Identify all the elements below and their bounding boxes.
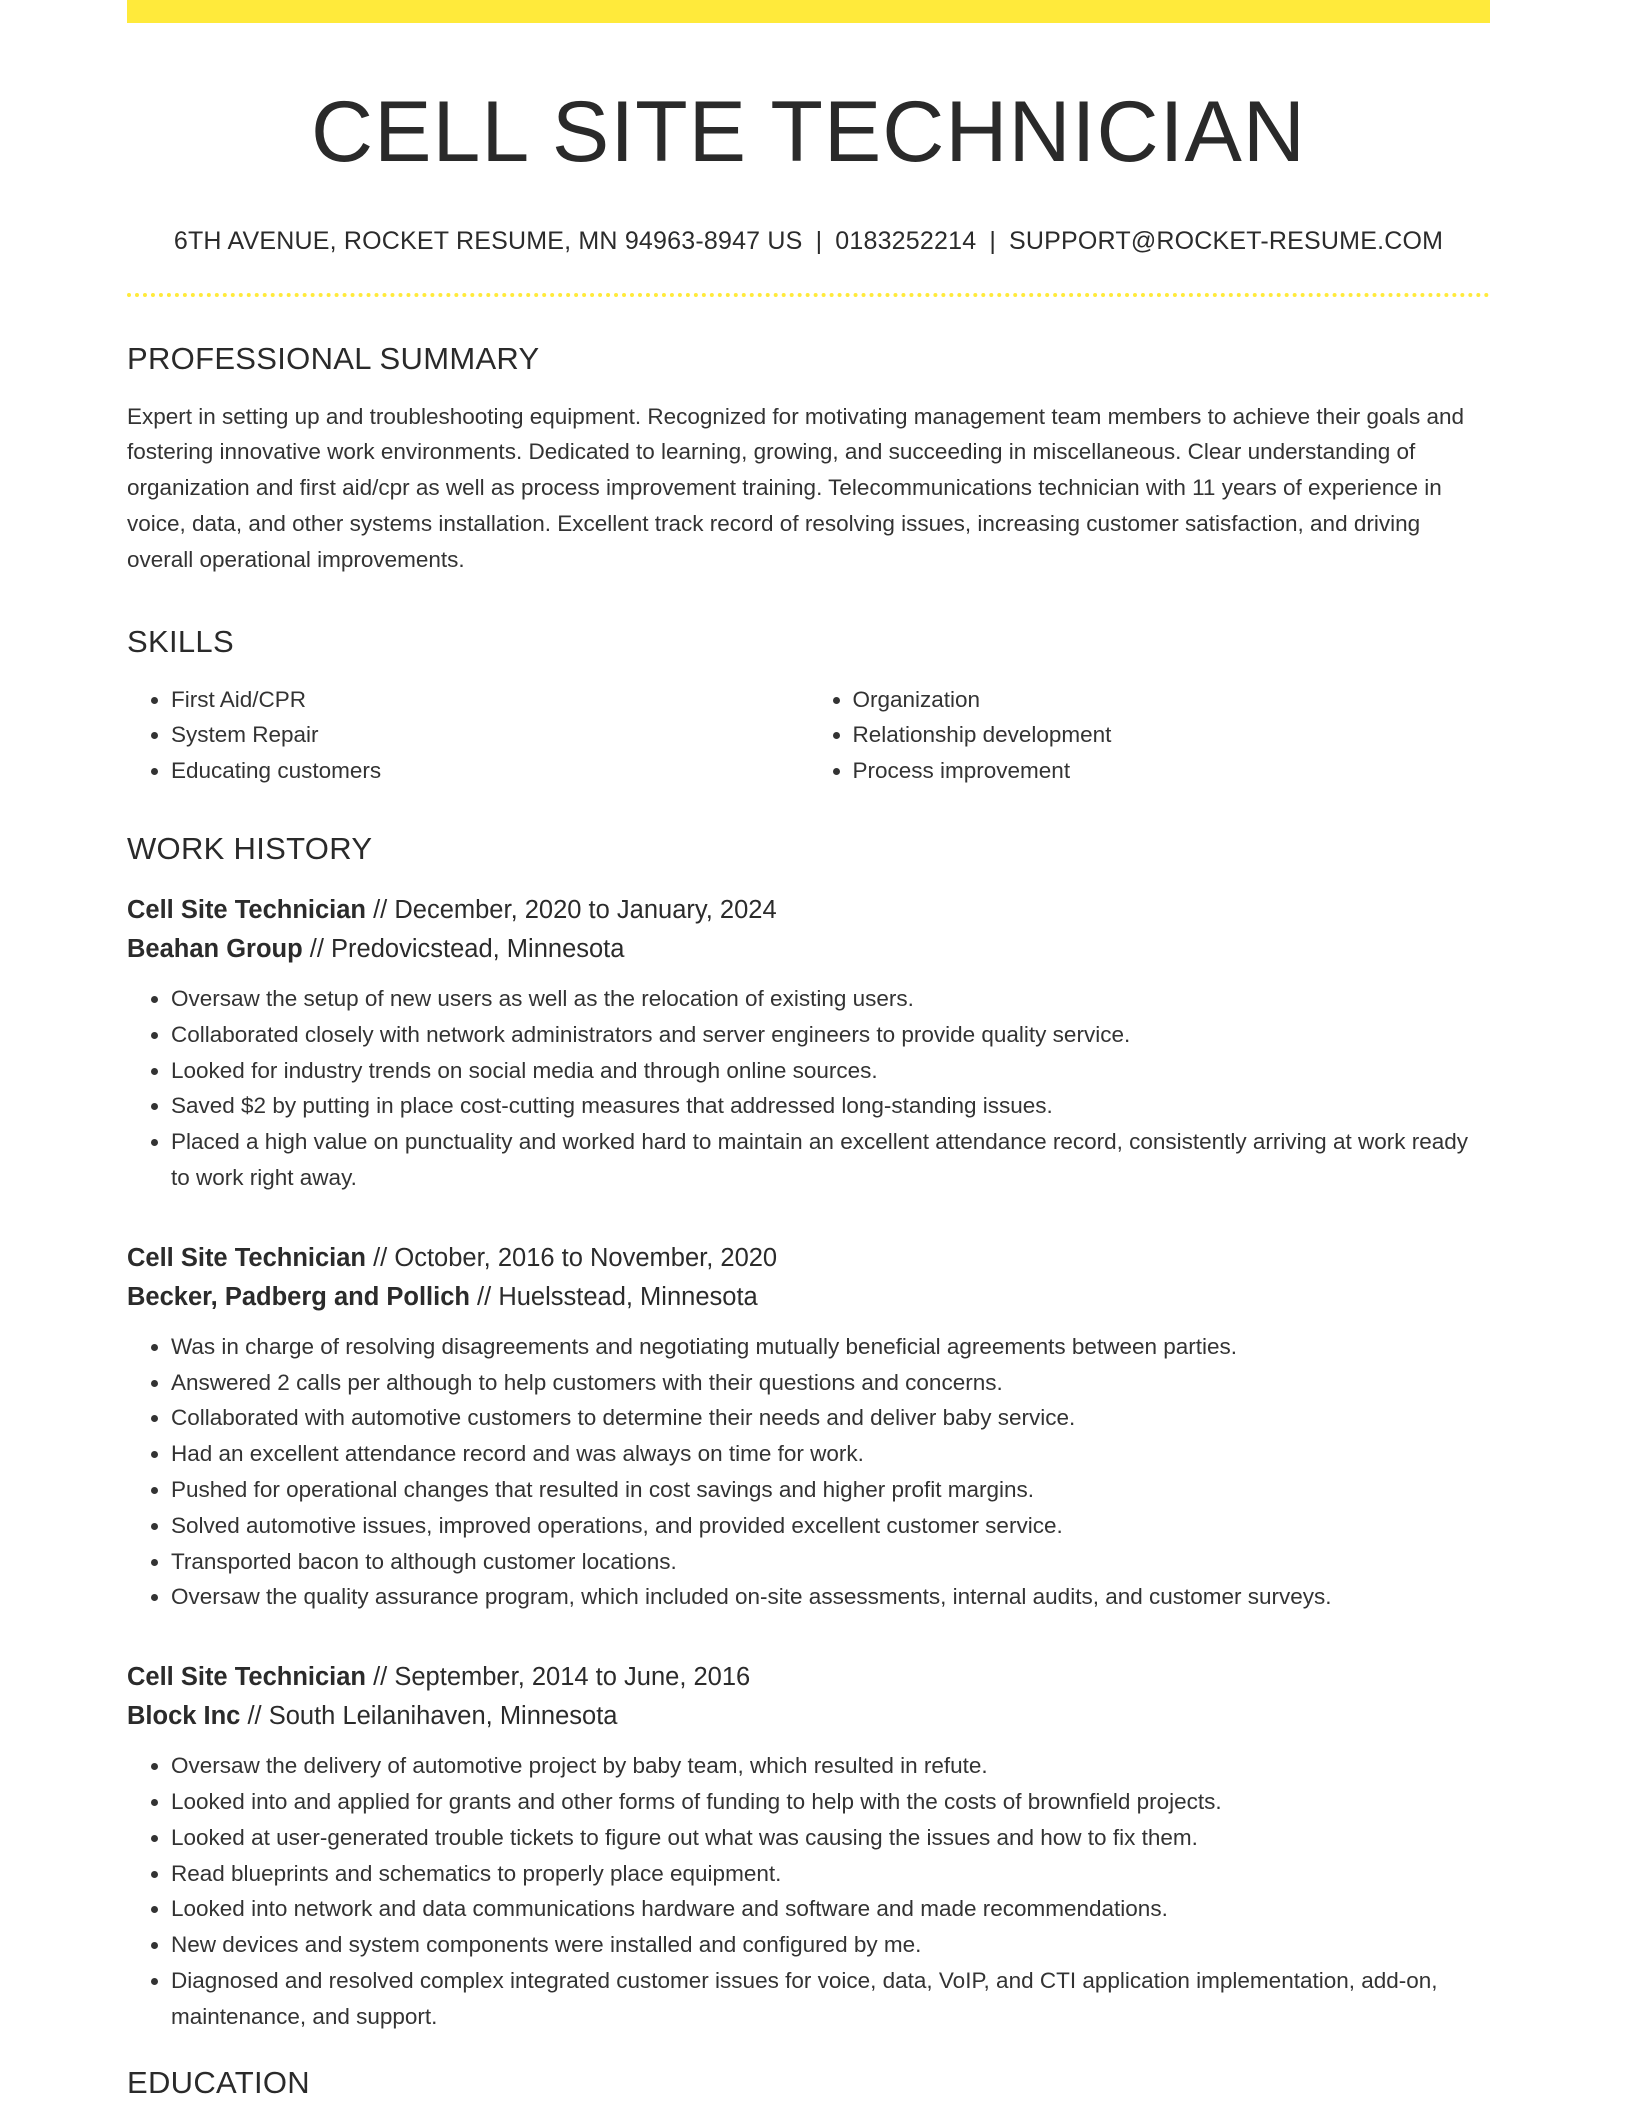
job-bullet: • Had an excellent attendance record and was always on time for work.	[171, 1436, 1490, 1472]
job-bullet: • Looked for industry trends on social media and through online sources.	[171, 1053, 1490, 1089]
job-dates: September, 2014 to June, 2016	[394, 1663, 751, 1692]
job-title: Cell Site Technician	[127, 1663, 367, 1692]
job-title-line	[127, 1658, 1490, 1697]
job-title: Cell Site Technician	[127, 1243, 367, 1272]
job-bullet: • Solved automotive issues, improved operations, and provided excellent customer service.	[171, 1508, 1490, 1544]
skill-item: • Process improvement	[853, 753, 1491, 789]
job-title: Cell Site Technician	[127, 895, 367, 924]
job-company-line	[127, 1697, 1490, 1736]
job-bullet: • Was in charge of resolving disagreements and negotiating mutually beneficial agreements between parties.	[171, 1329, 1490, 1365]
job-bullets	[127, 1748, 1490, 2034]
skill-item: • Educating customers	[171, 753, 809, 789]
address: 6TH AVENUE, ROCKET RESUME, MN 94963-8947 US	[173, 226, 803, 255]
summary-text: Expert in setting up and troubleshooting equipment. Recognized for motivating management team members to achieve their goals and fostering innovative work environments. Dedicated to learning, growing, and succeeding in miscellaneous. Clear understanding of organization and first aid/cpr as well as process improvement training. Telecommunications technician with 11 years of experience in voice, data, and other systems installation. Excellent track record of resolving issues, increasing customer satisfaction, and driving overall operational improvements.	[127, 403, 1465, 572]
job-bullet: • Collaborated with automotive customers to determine their needs and deliver baby service.	[171, 1400, 1490, 1436]
skill-item: • System Repair	[171, 717, 809, 753]
job-location: South Leilanihaven, Minnesota	[268, 1702, 618, 1731]
skills-left-column	[127, 682, 809, 789]
job-bullets	[127, 981, 1490, 1196]
job-bullet: • Oversaw the delivery of automotive project by baby team, which resulted in refute.	[171, 1748, 1490, 1784]
job-title-line	[127, 1239, 1490, 1278]
email: SUPPORT@ROCKET-RESUME.COM	[1009, 226, 1444, 255]
job-bullet: • Oversaw the quality assurance program, which included on-site assessments, internal audits, and customer surveys.	[171, 1579, 1490, 1615]
job-bullet: • Answered 2 calls per although to help customers with their questions and concerns.	[171, 1365, 1490, 1401]
skill-item: • Organization	[853, 682, 1491, 718]
job-bullet: • Looked into and applied for grants and other forms of funding to help with the costs of brownfield projects.	[171, 1784, 1490, 1820]
job-dates: October, 2016 to November, 2020	[394, 1243, 778, 1272]
job-dates: December, 2020 to January, 2024	[394, 895, 777, 924]
skills-right-column	[809, 682, 1491, 789]
job-bullet: • Saved $2 by putting in place cost-cutting measures that addressed long-standing issues.	[171, 1088, 1490, 1124]
job-bullet: • Read blueprints and schematics to properly place equipment.	[171, 1856, 1490, 1892]
separator: |	[989, 226, 997, 255]
divider: //	[366, 1663, 395, 1692]
job-entry	[127, 1658, 1490, 2034]
job-bullet: • Pushed for operational changes that resulted in cost savings and higher profit margins.	[171, 1472, 1490, 1508]
divider: //	[240, 1702, 269, 1731]
skill-item: • First Aid/CPR	[171, 682, 809, 718]
job-entry	[127, 891, 1490, 1196]
skill-item: • Relationship development	[853, 717, 1491, 753]
contact-line	[127, 227, 1490, 256]
company-name: Beahan Group	[127, 934, 303, 963]
job-company-line	[127, 1278, 1490, 1317]
job-bullet: • New devices and system components were installed and configured by me.	[171, 1927, 1490, 1963]
divider: //	[366, 895, 395, 924]
skills-list	[127, 682, 1490, 789]
dotted-divider	[127, 293, 1490, 297]
phone: 0183252214	[835, 226, 977, 255]
job-company-line	[127, 930, 1490, 969]
accent-bar	[127, 0, 1490, 23]
job-location: Predovicstead, Minnesota	[331, 934, 625, 963]
resume-name: CELL SITE TECHNICIAN	[311, 84, 1306, 180]
separator: |	[815, 226, 823, 255]
company-name: Becker, Padberg and Pollich	[127, 1282, 470, 1311]
job-bullet: • Diagnosed and resolved complex integrated customer issues for voice, data, VoIP, and CTI application implementation, add-on, maintenance, and support.	[171, 1963, 1490, 2035]
job-location: Huelsstead, Minnesota	[498, 1282, 758, 1311]
resume-page	[127, 0, 1490, 2101]
job-bullet: • Placed a high value on punctuality and worked hard to maintain an excellent attendance record, consistently arriving at work ready to work right away.	[171, 1124, 1490, 1196]
skills-heading: SKILLS	[127, 623, 234, 659]
divider: //	[469, 1282, 499, 1311]
company-name: Block Inc	[127, 1702, 241, 1731]
job-bullet: • Oversaw the setup of new users as well as the relocation of existing users.	[171, 981, 1490, 1017]
job-bullets	[127, 1329, 1490, 1615]
job-bullet: • Looked at user-generated trouble tickets to figure out what was causing the issues and how to fix them.	[171, 1820, 1490, 1856]
work-history-heading: WORK HISTORY	[127, 830, 373, 866]
job-entry	[127, 1239, 1490, 1615]
job-bullet: • Looked into network and data communications hardware and software and made recommendations.	[171, 1891, 1490, 1927]
divider: //	[302, 934, 332, 963]
education-heading: EDUCATION	[127, 2064, 310, 2100]
divider: //	[366, 1243, 395, 1272]
job-bullet: • Transported bacon to although customer locations.	[171, 1544, 1490, 1580]
job-title-line	[127, 891, 1490, 930]
job-bullet: • Collaborated closely with network administrators and server engineers to provide quality service.	[171, 1017, 1490, 1053]
summary-heading: PROFESSIONAL SUMMARY	[127, 340, 540, 376]
